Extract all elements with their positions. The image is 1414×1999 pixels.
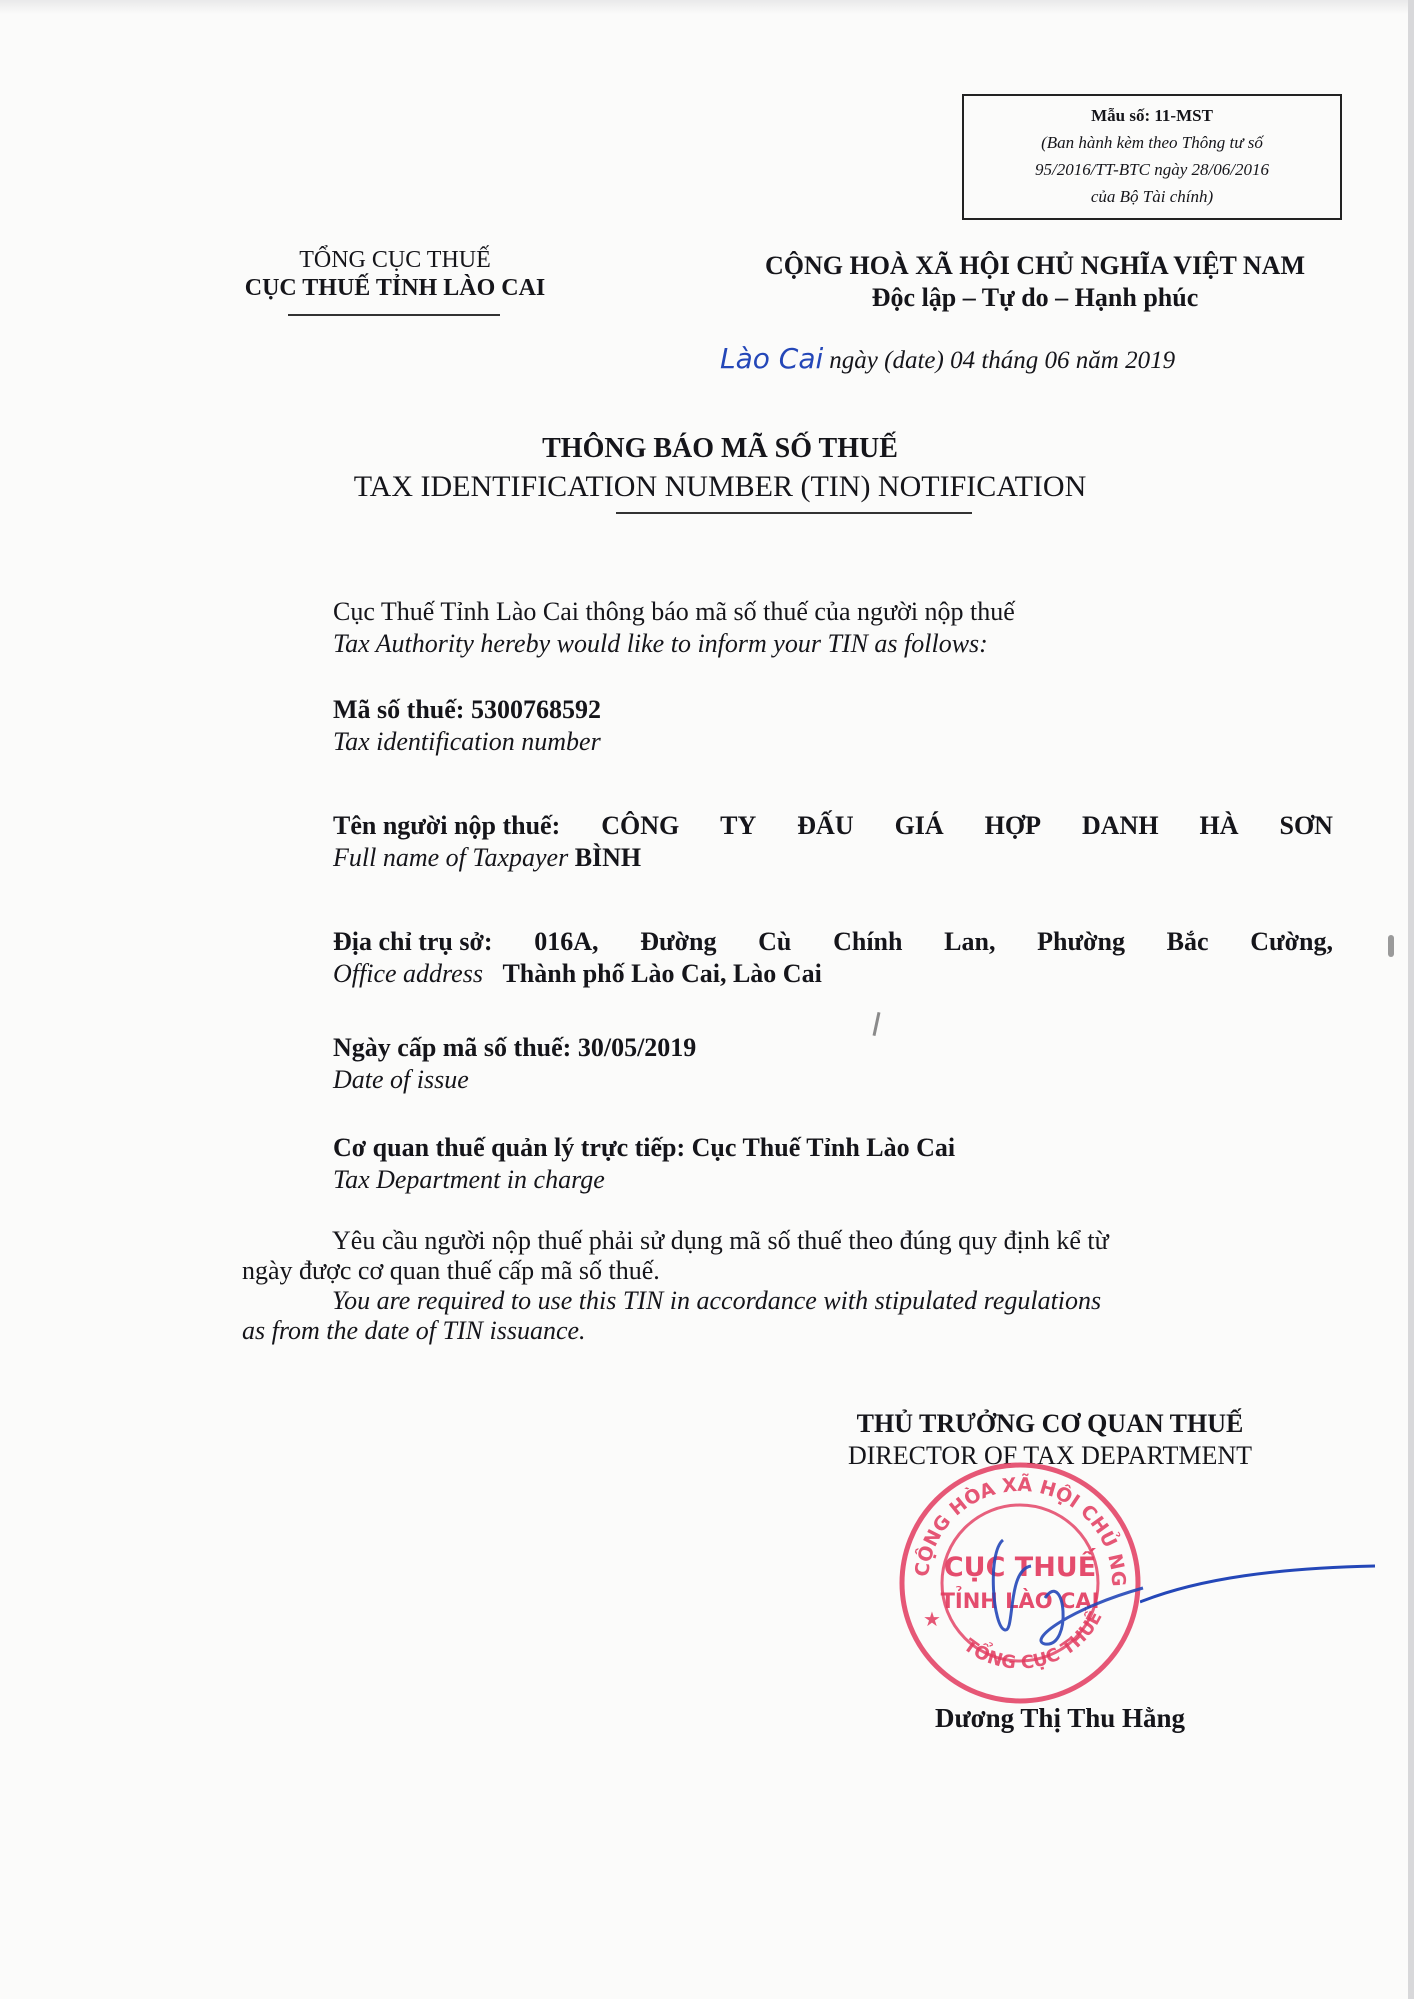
svg-text:★: ★	[923, 1609, 941, 1631]
svg-text:CỤC THUẾ: CỤC THUẾ	[943, 1552, 1097, 1583]
field-label-en: Full name of Taxpayer	[333, 843, 569, 872]
address-word: Chính	[833, 927, 903, 956]
handwritten-place: Lào Cai	[720, 342, 824, 375]
address-word: Bắc	[1166, 927, 1209, 956]
name-word: CÔNG	[601, 811, 680, 840]
requirement-en: as from the date of TIN issuance.	[242, 1316, 586, 1345]
field-address	[333, 926, 1333, 990]
department-value: Cục Thuế Tỉnh Lào Cai	[691, 1133, 956, 1162]
address-word: Cường,	[1250, 927, 1333, 956]
field-label-en: Tax Department in charge	[333, 1165, 605, 1194]
address-word: Cù	[758, 927, 792, 956]
field-tin	[333, 694, 1333, 758]
name-word: ĐẤU	[797, 811, 854, 840]
divider	[616, 512, 972, 514]
field-label: Mã số thuế:	[333, 695, 465, 724]
name-word: SƠN	[1279, 811, 1333, 840]
svg-text:TỔNG CỤC THUẾ: TỔNG CỤC THUẾ	[959, 1607, 1107, 1674]
svg-text:CỘNG HÒA XÃ HỘI CHỦ NGHĨA VIỆT: CỘNG HÒA XÃ HỘI CHỦ NG	[911, 1473, 1130, 1587]
form-note-line: 95/2016/TT-BTC ngày 28/06/2016	[1035, 160, 1269, 179]
svg-text:TỈNH LÀO CAI: TỈNH LÀO CAI	[940, 1589, 1100, 1613]
address-word: Đường	[640, 927, 717, 956]
intro-en: Tax Authority hereby would like to inform your TIN as follows:	[333, 629, 988, 658]
name-word: TY	[720, 811, 757, 840]
field-label: Cơ quan thuế quản lý trực tiếp:	[333, 1133, 686, 1162]
title-en: TAX IDENTIFICATION NUMBER (TIN) NOTIFICATION	[353, 470, 1087, 503]
name-word: GIÁ	[894, 811, 944, 840]
requirement-en: You are required to use this TIN in accordance with stipulated regulations	[332, 1286, 1102, 1315]
tin-value: 5300768592	[470, 695, 601, 724]
signature-title-en: DIRECTOR OF TAX DEPARTMENT	[848, 1441, 1252, 1470]
form-code: Mẫu số: 11-MST	[1091, 106, 1213, 125]
field-label: Địa chỉ trụ sở:	[333, 927, 493, 956]
address-word: Lan,	[944, 927, 996, 956]
field-tax-department	[333, 1132, 1333, 1196]
field-label-en: Office address	[333, 959, 483, 988]
name-word: HỢP	[984, 811, 1042, 840]
agency-name: CỤC THUẾ TỈNH LÀO CAI	[244, 275, 546, 301]
document-title	[300, 430, 1140, 506]
signature-title-vi: THỦ TRƯỞNG CƠ QUAN THUẾ	[856, 1409, 1244, 1438]
nation-name: CỘNG HOÀ XÃ HỘI CHỦ NGHĨA VIỆT NAM	[764, 251, 1306, 280]
national-motto	[720, 250, 1350, 314]
scan-mark	[1388, 935, 1394, 957]
name-continued: BÌNH	[574, 843, 642, 872]
signature-stroke	[1140, 1560, 1380, 1620]
address-continued: Thành phố Lào Cai, Lào Cai	[502, 959, 822, 988]
issuing-agency	[190, 246, 600, 302]
field-label: Ngày cấp mã số thuế:	[333, 1033, 572, 1062]
field-label: Tên người nộp thuế:	[333, 811, 561, 840]
field-label-en: Tax identification number	[333, 727, 601, 756]
scan-edge	[0, 0, 1414, 14]
official-seal	[895, 1458, 1145, 1708]
seal-graphic	[895, 1458, 1145, 1708]
nation-motto: Độc lập – Tự do – Hạnh phúc	[871, 283, 1199, 312]
field-label-en: Date of issue	[333, 1065, 469, 1094]
date-line	[720, 342, 1260, 375]
form-note-line: của Bộ Tài chính)	[1090, 187, 1214, 206]
requirement-vi: ngày được cơ quan thuế cấp mã số thuế.	[242, 1256, 660, 1285]
requirement	[242, 1226, 1334, 1346]
requirement-vi: Yêu cầu người nộp thuế phải sử dụng mã số thuế theo đúng quy định kể từ	[332, 1226, 1109, 1255]
issue-date-value: 30/05/2019	[577, 1033, 697, 1062]
address-word: 016A,	[534, 927, 599, 956]
name-word: HÀ	[1199, 811, 1239, 840]
signer-name: Dương Thị Thu Hằng	[934, 1703, 1186, 1733]
field-taxpayer-name	[333, 810, 1333, 874]
form-note-line: (Ban hành kèm theo Thông tư số	[1041, 133, 1263, 152]
name-word: DANH	[1081, 811, 1159, 840]
date-text: ngày (date) 04 tháng 06 năm 2019	[829, 347, 1176, 374]
agency-parent: TỔNG CỤC THUẾ	[299, 247, 491, 273]
divider	[288, 314, 500, 316]
address-word: Phường	[1037, 927, 1125, 956]
intro-vi: Cục Thuế Tỉnh Lào Cai thông báo mã số thuế của người nộp thuế	[333, 597, 1015, 626]
scan-edge	[1408, 0, 1414, 1999]
form-code-box	[962, 94, 1342, 220]
intro	[333, 596, 1233, 660]
title-vi: THÔNG BÁO MÃ SỐ THUẾ	[542, 433, 898, 464]
field-issue-date	[333, 1032, 1333, 1096]
